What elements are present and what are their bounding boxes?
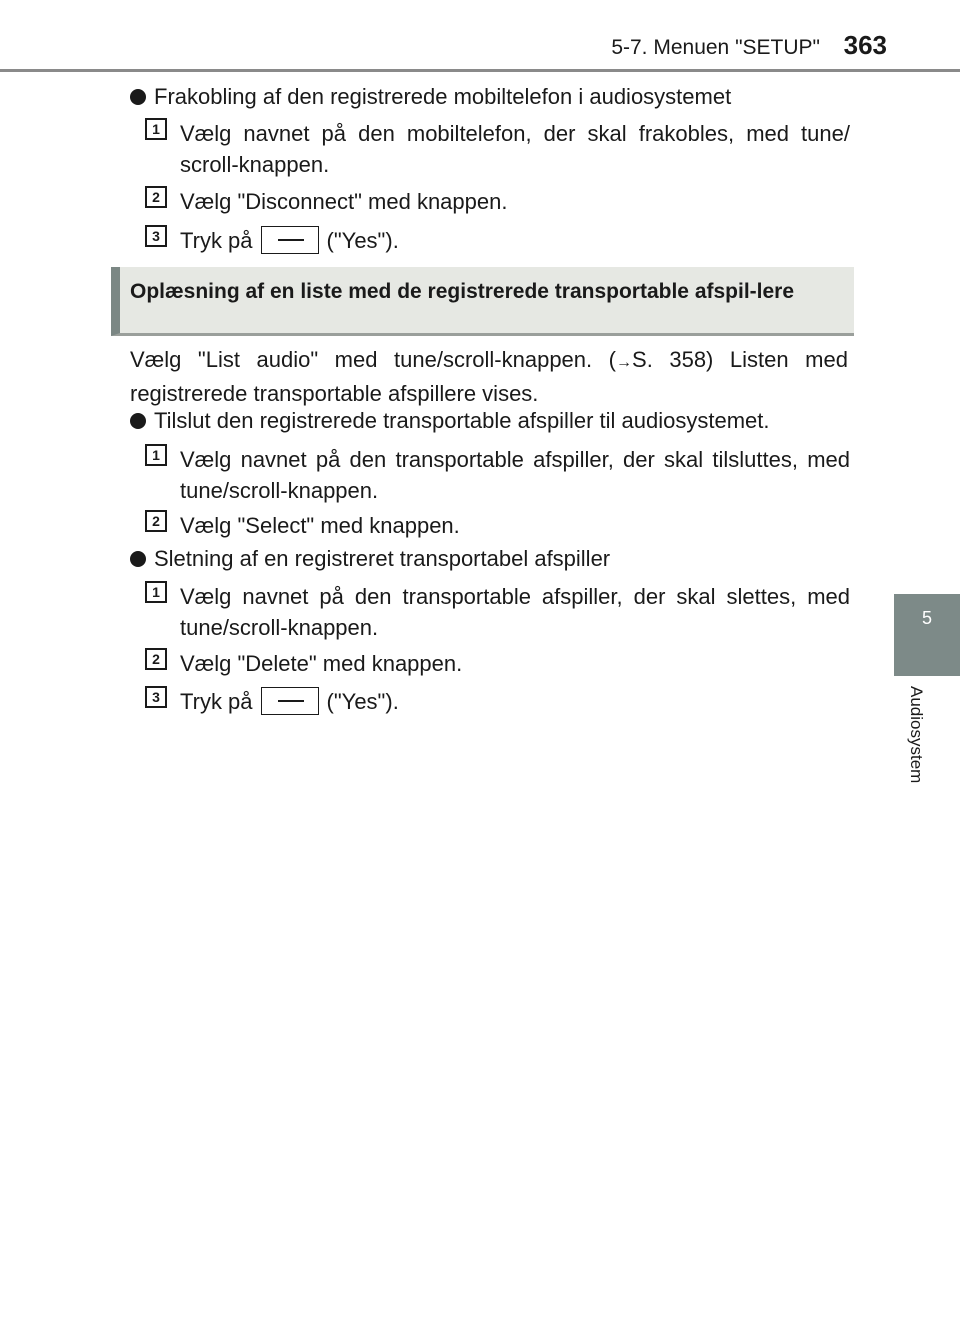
step-text [180,686,850,717]
bullet-text: Frakobling af den registrerede mobiltelefon i audiosystemet [154,84,732,109]
header-divider [0,69,960,72]
bullet-disconnect-phone [130,82,850,112]
step-number-icon: 2 [145,510,167,532]
step-text-before: Tryk på [180,689,253,714]
step-3-confirm [145,225,850,256]
step-text-before: Tryk på [180,228,253,253]
bullet-text: Tilslut den registrerede transportable afspiller til audiosystemet. [154,408,770,433]
step-text: Vælg "Select" med knappen. [180,513,460,538]
bullet-connect-player [130,406,850,436]
step-text: Vælg navnet på den mobiltelefon, der skal frakobles, med tune/ scroll-knappen. [180,121,850,177]
step-text [180,225,850,256]
bullet-dot-icon [130,413,146,429]
step-2-delete [145,648,850,679]
step-text: Vælg "Disconnect" med knappen. [180,189,508,214]
intro-before: Vælg "List audio" med tune/scroll-knappen. ( [130,347,617,372]
step-2-select [145,510,850,541]
step-number-icon: 1 [145,444,167,466]
chapter-tab [894,594,960,676]
arrow-right-icon: → [616,354,633,371]
step-text-after: ("Yes"). [326,689,399,714]
section-heading-box [111,267,854,336]
section-title: 5-7. Menuen "SETUP" [611,36,820,59]
intro-paragraph [130,344,848,409]
step-number-icon: 3 [145,225,167,247]
intro-after: S. 358) Listen med registrerede transportable afspillere vises. [130,347,848,406]
step-1-select-player-delete [145,581,850,643]
step-text: Vælg navnet på den transportable afspiller, der skal slettes, med tune/scroll-knappen. [180,584,850,640]
chapter-number: 5 [921,608,932,628]
bullet-dot-icon [130,89,146,105]
step-number-icon: 2 [145,648,167,670]
bullet-dot-icon [130,551,146,567]
step-text: Vælg "Delete" med knappen. [180,651,463,676]
step-number-icon: 1 [145,118,167,140]
yes-button-icon [261,687,319,715]
step-text-after: ("Yes"). [326,228,399,253]
chapter-label: Audiosystem [907,686,926,784]
step-1-select-phone [145,118,850,180]
yes-button-icon [261,226,319,254]
step-2-disconnect [145,186,850,217]
step-1-select-player [145,444,850,506]
step-text: Vælg navnet på den transportable afspiller, der skal tilsluttes, med tune/scroll-knappen. [180,447,850,503]
step-number-icon: 1 [145,581,167,603]
bullet-delete-player [130,544,850,574]
bullet-text: Sletning af en registreret transportabel afspiller [154,546,611,571]
step-number-icon: 2 [145,186,167,208]
step-number-icon: 3 [145,686,167,708]
page-number: 363 [843,30,887,60]
step-3-confirm-delete [145,686,850,717]
section-heading: Oplæsning af en liste med de registrerede transportable afspil-lere [130,280,795,303]
